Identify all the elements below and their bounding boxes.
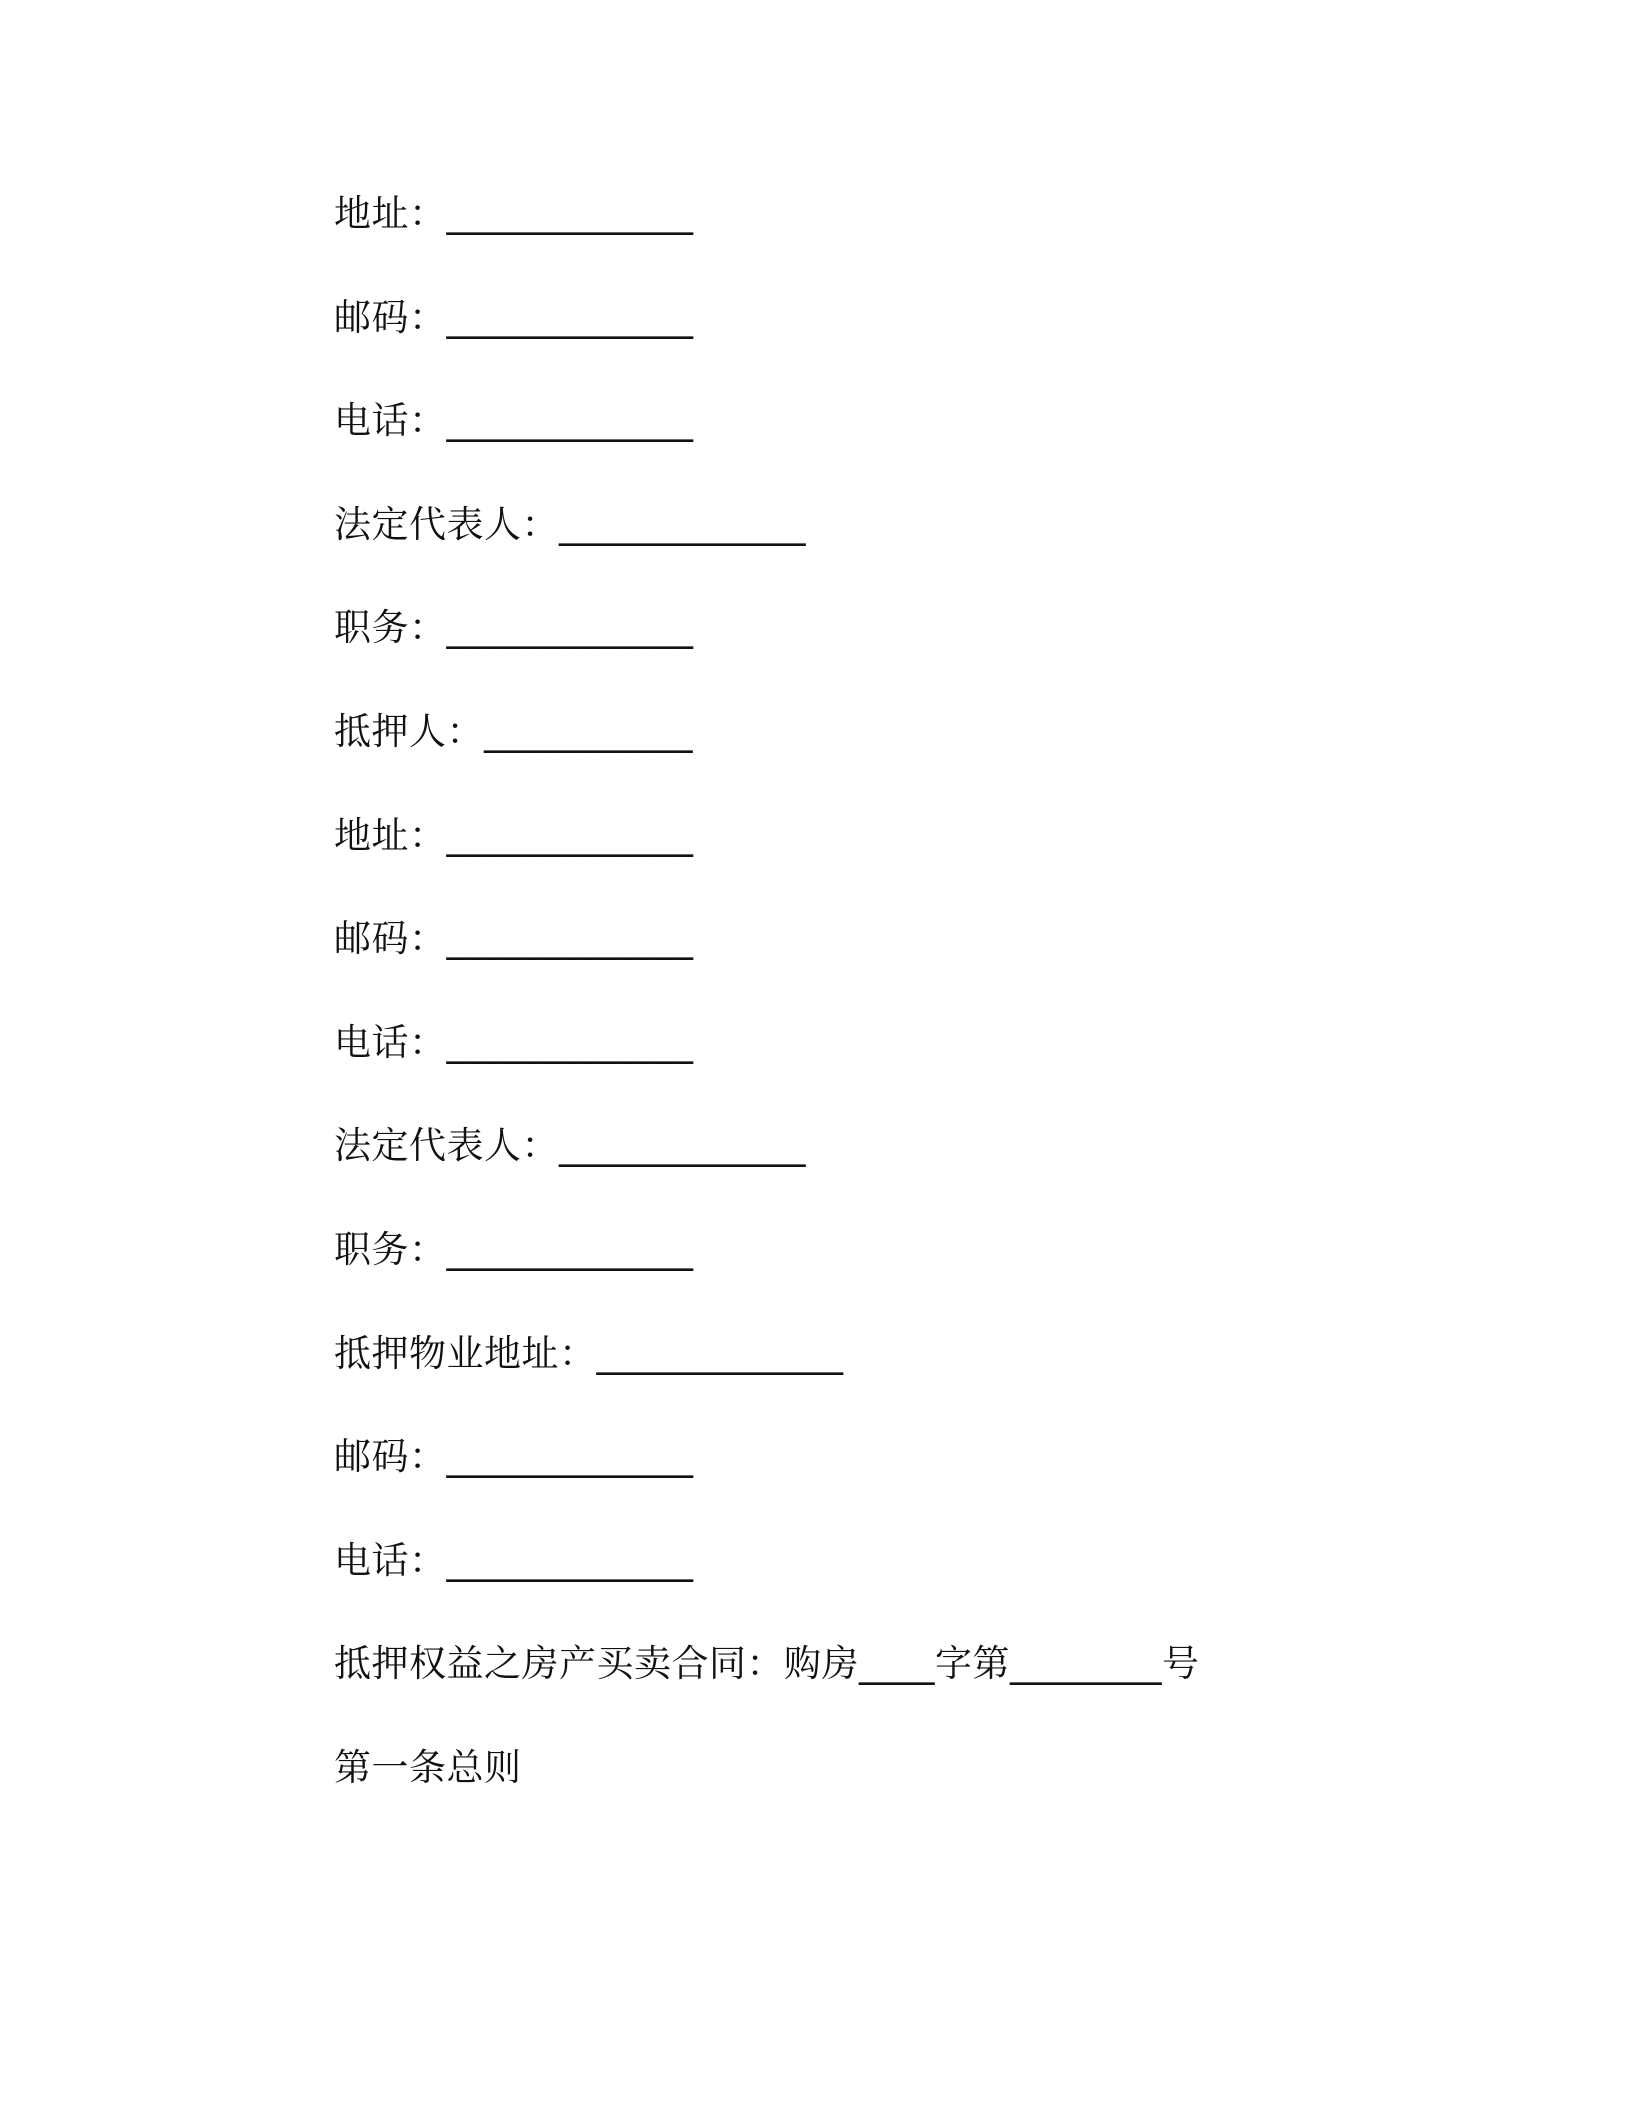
phone-field-1: 电话：_____________ — [334, 399, 694, 443]
mortgagor-field: 抵押人：___________ — [334, 709, 693, 753]
address-field-2: 地址：_____________ — [334, 813, 694, 857]
position-field-1: 职务：_____________ — [334, 606, 694, 650]
article-one-heading: 第一条总则 — [334, 1745, 522, 1789]
legal-representative-field-2: 法定代表人：_____________ — [334, 1124, 806, 1168]
postcode-field-2: 邮码：_____________ — [334, 917, 694, 961]
form-field-list — [334, 190, 1334, 1848]
phone-field-2: 电话：_____________ — [334, 1020, 694, 1064]
postcode-field-3: 邮码：_____________ — [334, 1435, 694, 1479]
address-field-1: 地址：_____________ — [334, 192, 694, 235]
mortgaged-property-address-field: 抵押物业地址：_____________ — [334, 1331, 844, 1375]
position-field-2: 职务：_____________ — [334, 1227, 694, 1271]
phone-field-3: 电话：_____________ — [334, 1538, 694, 1582]
purchase-contract-number-field: 抵押权益之房产买卖合同：购房____字第________号 — [334, 1642, 1200, 1686]
legal-representative-field-1: 法定代表人：_____________ — [334, 502, 806, 546]
postcode-field-1: 邮码：_____________ — [334, 295, 694, 339]
